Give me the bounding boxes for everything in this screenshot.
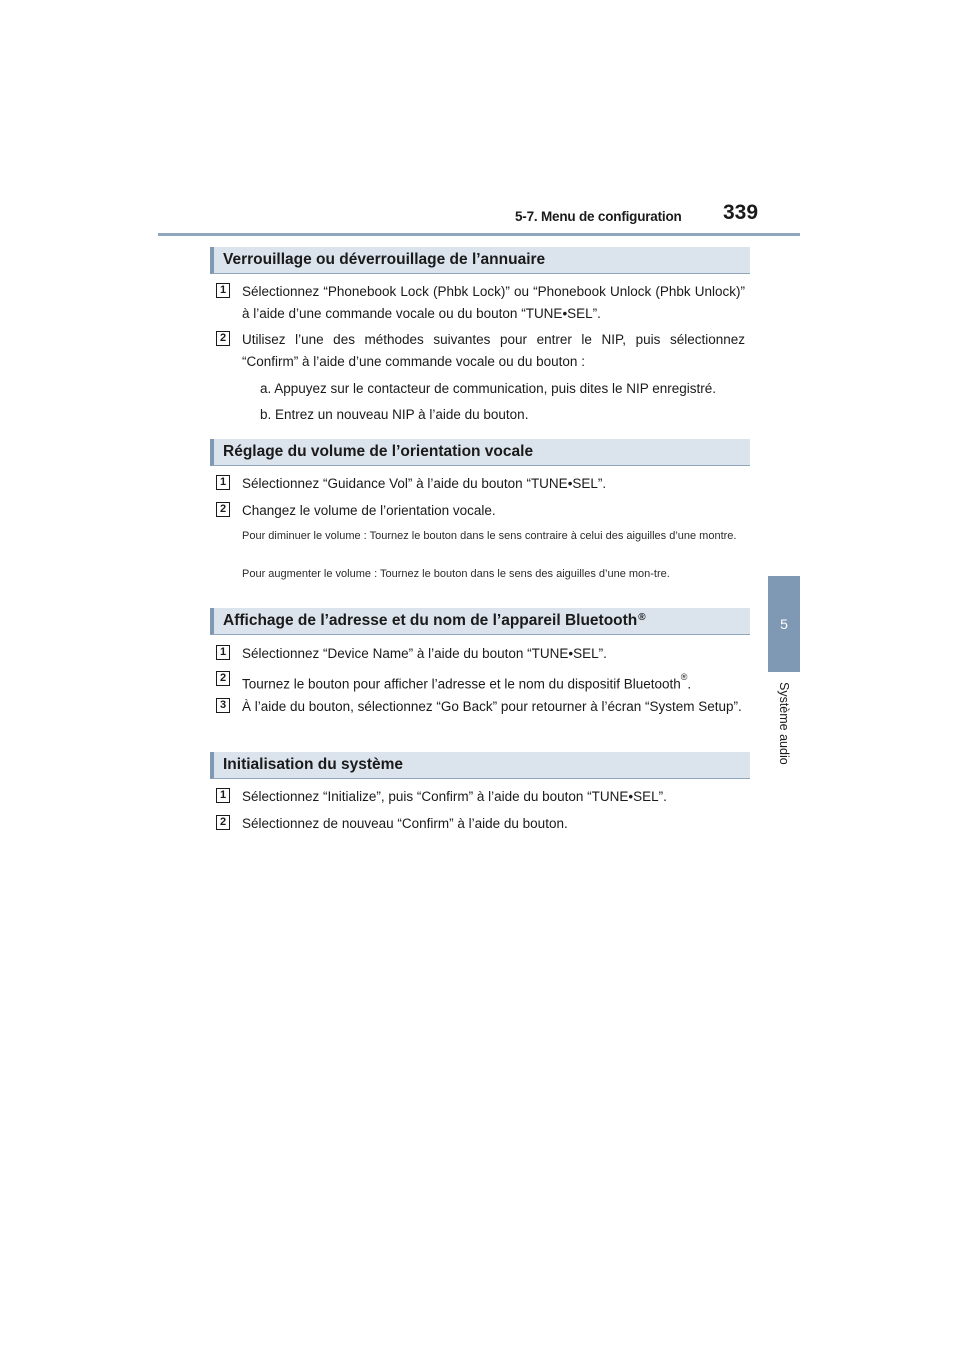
step-text-main: Tournez le bouton pour afficher l’adresse et le nom du dispositif Bluetooth [242,676,681,692]
chapter-tab-label-container [768,682,800,782]
sub-item: b. Entrez un nouveau NIP à l’aide du bouton. [260,407,529,422]
step-text: Sélectionnez “Guidance Vol” à l’aide du bouton “TUNE•SEL”. [242,476,607,491]
step-text: Sélectionnez de nouveau “Confirm” à l’aide du bouton. [242,816,568,831]
chapter-tab-label: Système audio [777,682,791,765]
running-header-section: 5-7. Menu de configuration [515,209,682,224]
section-title-text: Initialisation du système [223,756,404,773]
registered-mark: ® [638,611,646,623]
note-text: Pour diminuer le volume : Tournez le bouton dans le sens contraire à celui des aiguilles d’une montre. [242,530,737,542]
section-title-text: Affichage de l’adresse et du nom de l’appareil Bluetooth [223,612,638,629]
step-text-end: . [687,676,692,692]
section-title-phonebook-lock [210,247,750,274]
step-text: Utilisez l’une des méthodes suivantes pour entrer le NIP, puis sélectionnez “Confirm” à l’aide d’une commande vocale ou du bouton : [242,332,745,369]
step-number-badge: 2 [216,815,230,830]
step-text: Sélectionnez “Phonebook Lock (Phbk Lock)” ou “Phonebook Unlock (Phbk Unlock)” à l’aide d’une commande vocale ou du bouton “TUNE•SEL”. [242,284,745,321]
step-text: Sélectionnez “Device Name” à l’aide du bouton “TUNE•SEL”. [242,646,607,661]
sub-item: a. Appuyez sur le contacteur de communication, puis dites le NIP enregistré. [260,381,716,396]
section-title-voice-guidance-volume [210,439,750,466]
step-number-badge: 2 [216,331,230,346]
step-text: Sélectionnez “Initialize”, puis “Confirm” à l’aide du bouton “TUNE•SEL”. [242,789,667,804]
section-title-text: Verrouillage ou déverrouillage de l’annuaire [223,251,546,268]
step-number-badge: 3 [216,698,230,713]
step-number-badge: 2 [216,671,230,686]
step-text: À l’aide du bouton, sélectionnez “Go Back” pour retourner à l’écran “System Setup”. [242,699,742,714]
step-text: Changez le volume de l’orientation vocale. [242,503,496,518]
chapter-tab [768,576,800,672]
step-number-badge: 1 [216,788,230,803]
chapter-tab-number: 5 [780,616,788,632]
step-number-badge: 1 [216,645,230,660]
header-rule [158,233,800,236]
section-title-text: Réglage du volume de l’orientation vocale [223,443,534,460]
step-number-badge: 1 [216,475,230,490]
page-number: 339 [723,201,759,224]
step-number-badge: 1 [216,283,230,298]
note-text: Pour augmenter le volume : Tournez le bouton dans le sens des aiguilles d’une mon-tre. [242,568,670,580]
section-title-system-initialization [210,752,750,779]
section-title-bluetooth-device [210,608,750,635]
step-number-badge: 2 [216,502,230,517]
step-text [242,669,745,696]
registered-mark: ® [680,672,688,682]
